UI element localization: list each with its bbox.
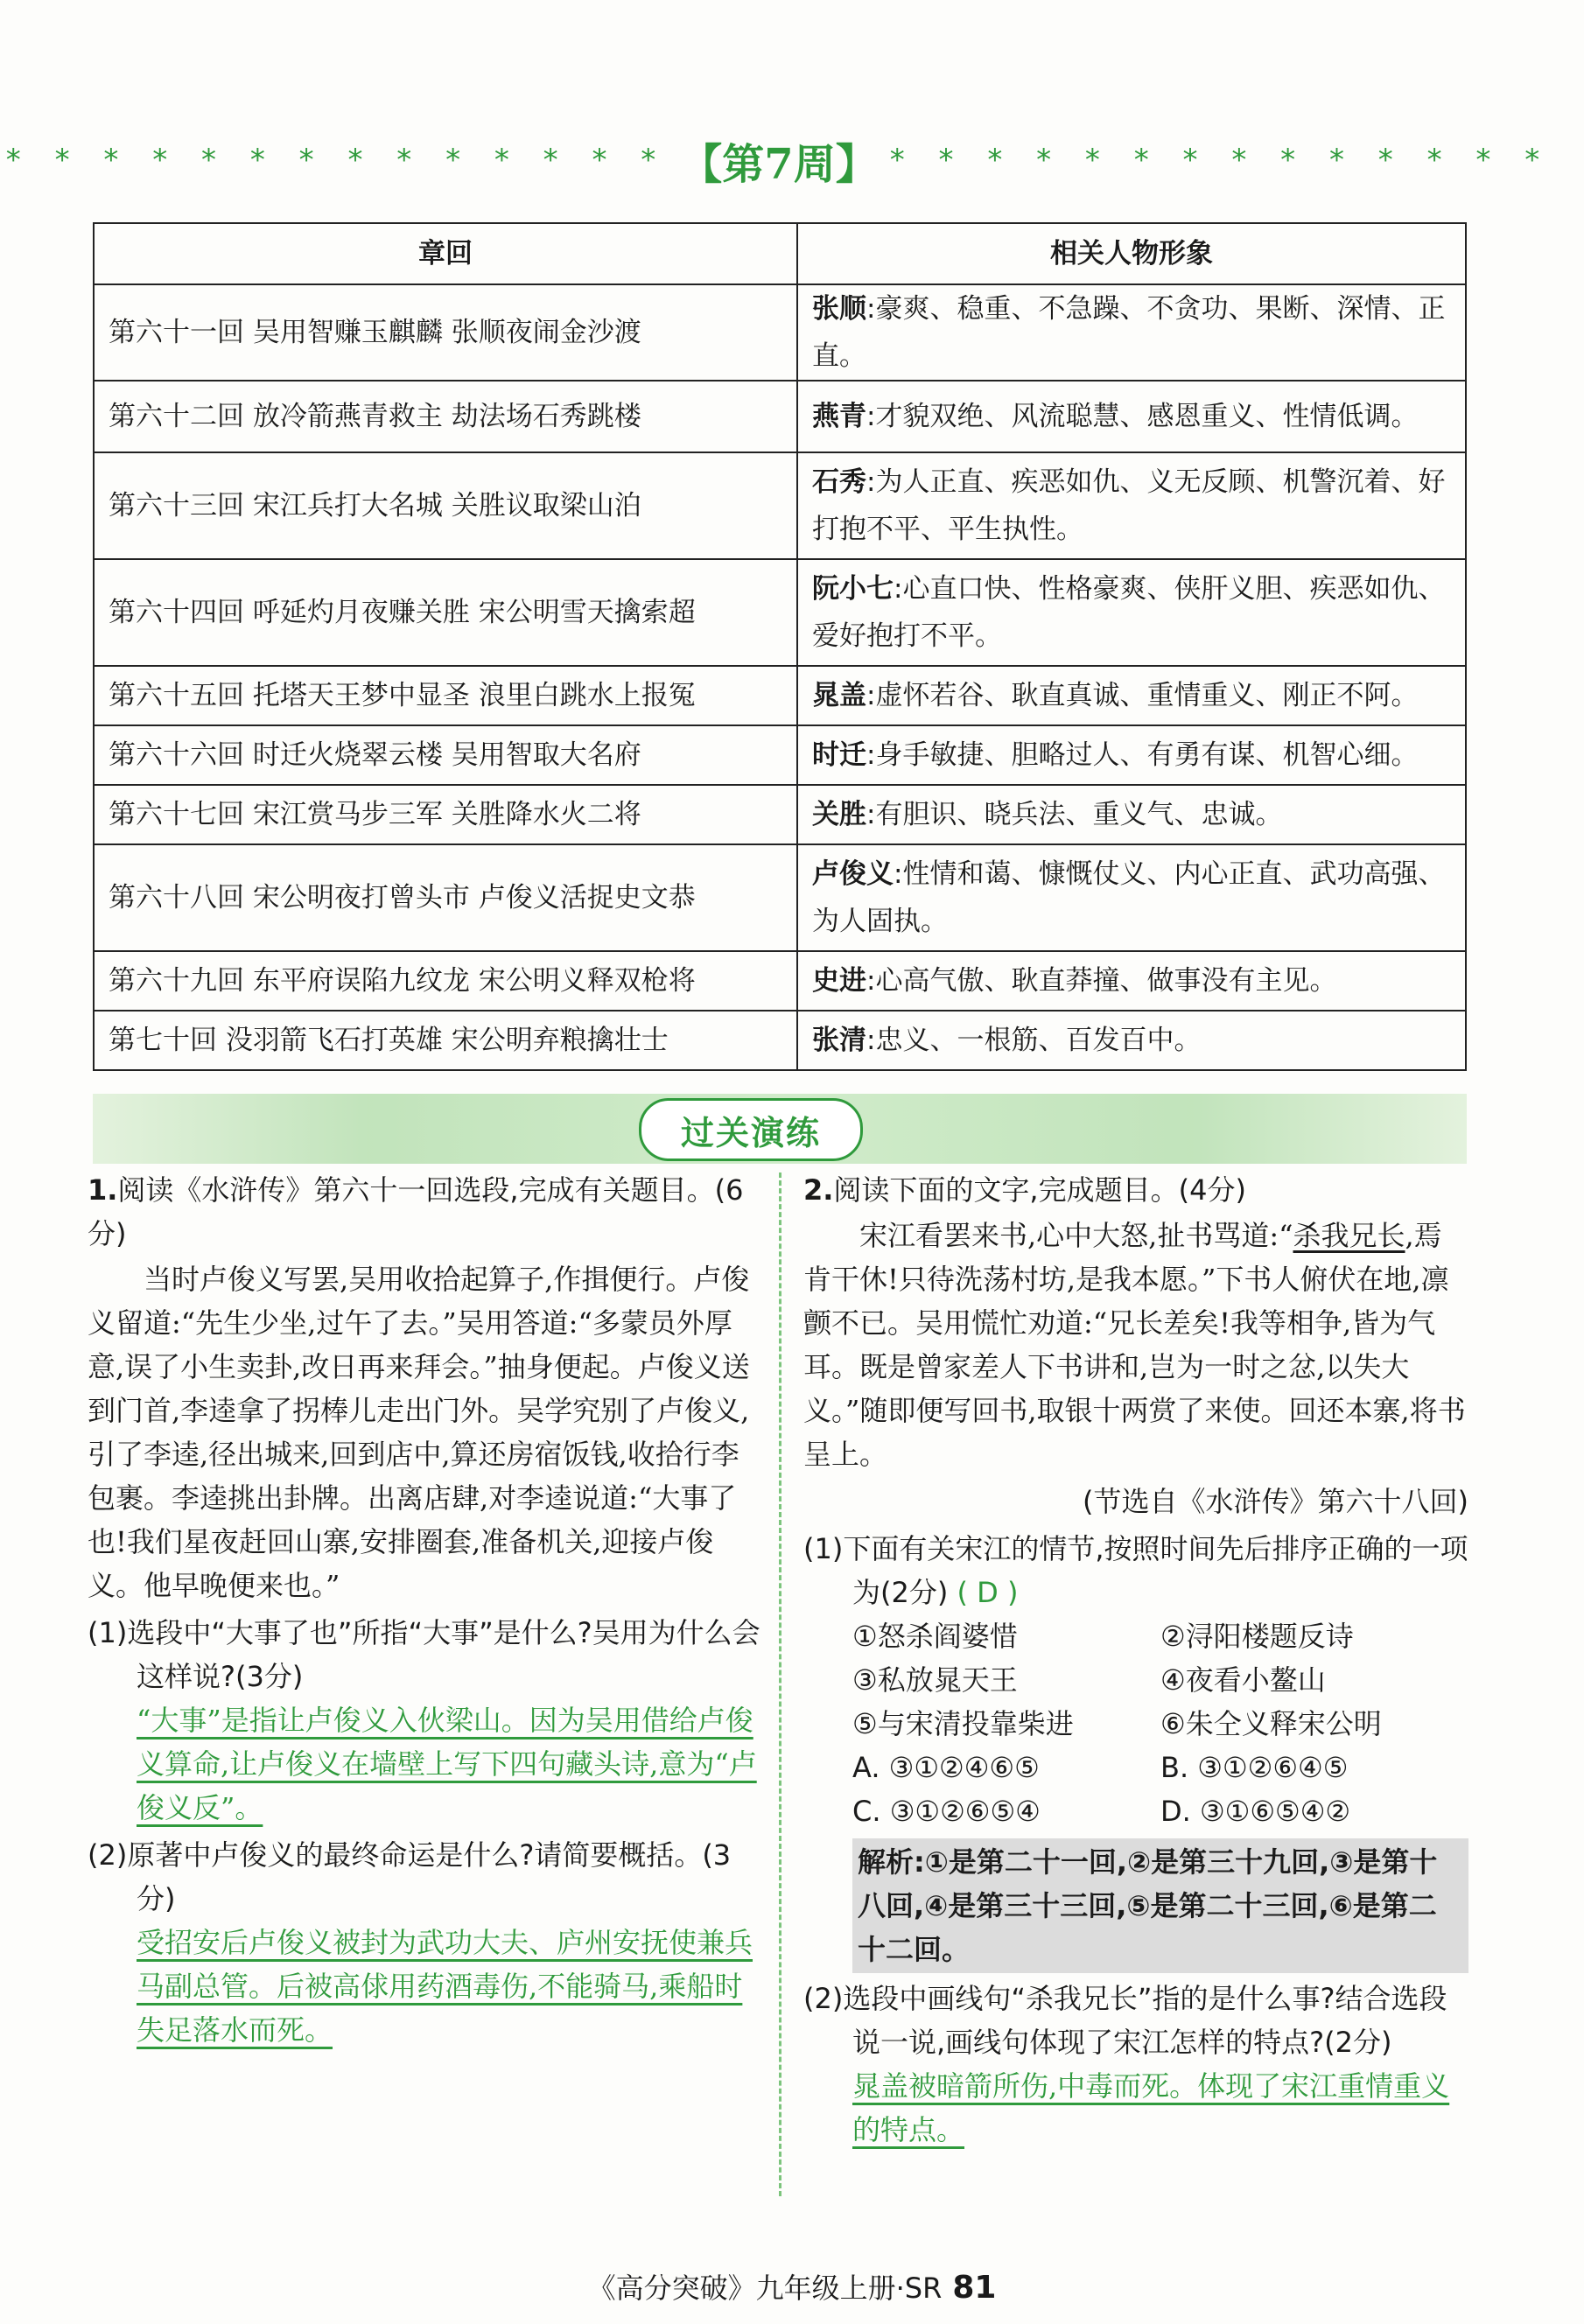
q2-sub2: (2)选段中画线句“杀我兄长”指的是什么事?结合选段说一说,画线句体现了宋江怎样的特点?(2分) — [803, 1982, 1447, 2059]
table-row — [94, 725, 1466, 785]
character-cell — [797, 1011, 1466, 1070]
page-footer — [0, 2266, 1584, 2306]
character-cell — [797, 951, 1466, 1011]
q2-number: 2. — [803, 1173, 834, 1207]
table-row — [94, 785, 1466, 844]
character-name: 石秀 — [812, 466, 866, 498]
book-title: 《高分突破》九年级上册·SR — [587, 2272, 943, 2305]
header-chapter: 章回 — [94, 223, 797, 284]
q1-number: 1. — [88, 1173, 118, 1207]
q1-heading — [88, 1168, 761, 1256]
character-traits: :性情和蔼、慷慨仗义、内心正直、武功高强、为人固执。 — [812, 858, 1446, 937]
character-cell — [797, 844, 1466, 951]
chapter-cell: 第六十二回 放冷箭燕青救主 劫法场石秀跳楼 — [94, 381, 797, 452]
character-cell — [797, 725, 1466, 785]
question-1 — [88, 1168, 761, 2052]
character-cell — [797, 666, 1466, 725]
q2-heading — [803, 1168, 1468, 1212]
q2-item: ⑤与宋清投靠柴进 — [852, 1707, 1074, 1740]
q2-option: A. ③①②④⑥⑤ — [852, 1751, 1040, 1784]
table-row — [94, 452, 1466, 559]
character-name: 燕青 — [812, 401, 866, 432]
character-traits: :心直口快、性格豪爽、侠肝义胆、疾恶如仇、爱好抱打不平。 — [812, 573, 1446, 652]
character-cell — [797, 381, 1466, 452]
q1-sub2: (2)原著中卢俊义的最终命运是什么?请简要概括。(3分) — [88, 1838, 732, 1915]
character-name: 卢俊义 — [812, 858, 894, 890]
week-header — [5, 131, 1552, 189]
character-traits: :才貌双绝、风流聪慧、感恩重义、性情低调。 — [866, 401, 1419, 432]
question-2 — [803, 1168, 1468, 2152]
q2-sub1 — [803, 1527, 1468, 1614]
q1-prompt: 阅读《水浒传》第六十一回选段,完成有关题目。(6分) — [88, 1173, 744, 1250]
q2-option: C. ③①②⑥⑤④ — [852, 1795, 1041, 1828]
character-name: 晁盖 — [812, 680, 866, 711]
character-traits: :豪爽、稳重、不急躁、不贪功、果断、深情、正直。 — [812, 293, 1446, 372]
q2-analysis: 解析:①是第二十一回,②是第三十九回,③是第十八回,④是第三十三回,⑤是第二十三回,⑥是第二十二回。 — [852, 1838, 1468, 1973]
chapter-cell: 第六十四回 呼延灼月夜赚关胜 宋公明雪天擒索超 — [94, 559, 797, 666]
chapter-cell: 第六十六回 时迁火烧翠云楼 吴用智取大名府 — [94, 725, 797, 785]
q2-option: B. ③①②⑥④⑤ — [1160, 1751, 1349, 1784]
table-row — [94, 951, 1466, 1011]
character-traits: :为人正直、疾恶如仇、义无反顾、机警沉着、好打抱不平、平生执性。 — [812, 466, 1446, 545]
exercise-title: 过关演练 — [639, 1098, 863, 1161]
q1-passage: 当时卢俊义写罢,吴用收拾起算子,作揖便行。卢俊义留道:“先生少坐,过午了去。”吴用答道:“多蒙员外厚意,误了小生卖卦,改日再来拜会。”抽身便起。卢俊义送到门首,李逵拿了拐棒儿走出门外。吴学究别了卢俊义,引了李逵,径出城来,回到店中,算还房宿饭钱,收拾行李包裹。李逵挑出卦牌。出离店肆,对李逵说道:“大事了也!我们星夜赶回山寨,安排圈套,准备机关,迎接卢俊义。他早晚便来也。” — [88, 1263, 750, 1602]
character-cell — [797, 452, 1466, 559]
table-row — [94, 284, 1466, 381]
character-traits: :忠义、一根筋、百发百中。 — [866, 1025, 1202, 1056]
chapter-cell: 第六十五回 托塔天王梦中显圣 浪里白跳水上报冤 — [94, 666, 797, 725]
q2-item: ①怒杀阎婆惜 — [852, 1620, 1018, 1653]
table-row — [94, 844, 1466, 951]
character-traits: :虚怀若谷、耿直真诚、重情重义、刚正不阿。 — [866, 680, 1419, 711]
page-number: 81 — [952, 2270, 997, 2306]
chapter-cell: 第七十回 没羽箭飞石打英雄 宋公明弃粮擒壮士 — [94, 1011, 797, 1070]
q2-passage — [803, 1214, 1468, 1476]
q2-items — [803, 1614, 1468, 1833]
character-traits: :身手敏捷、胆略过人、有勇有谋、机智心细。 — [866, 739, 1419, 771]
chapter-cell: 第六十一回 吴用智赚玉麒麟 张顺夜闹金沙渡 — [94, 284, 797, 381]
q2-item: ⑥朱仝义释宋公明 — [1160, 1707, 1382, 1740]
character-name: 张顺 — [812, 293, 866, 325]
table-row — [94, 1011, 1466, 1070]
q2-underlined-sentence: 杀我兄长 — [1293, 1219, 1405, 1252]
week-title: 【第7周】 — [680, 139, 878, 189]
character-name: 关胜 — [812, 799, 866, 830]
table-row — [94, 666, 1466, 725]
table-row — [94, 381, 1466, 452]
decorative-stars-right: * * * * * * * * * * * * * * — [889, 143, 1552, 178]
character-name: 时迁 — [812, 739, 866, 771]
chapter-cell: 第六十九回 东平府误陷九纹龙 宋公明义释双枪将 — [94, 951, 797, 1011]
chapter-cell: 第六十七回 宋江赏马步三军 关胜降水火二将 — [94, 785, 797, 844]
chapter-table — [93, 222, 1467, 1071]
q1-answer1: “大事”是指让卢俊义入伙梁山。因为吴用借给卢俊义算命,让卢俊义在墙壁上写下四句藏头诗,意为“卢俊义反”。 — [137, 1704, 757, 1824]
character-cell — [797, 559, 1466, 666]
header-character: 相关人物形象 — [797, 223, 1466, 284]
q2-answer-choice: ( D ) — [957, 1576, 1019, 1609]
q2-prompt: 阅读下面的文字,完成题目。(4分) — [833, 1173, 1246, 1207]
q2-item: ②浔阳楼题反诗 — [1160, 1620, 1354, 1653]
q1-answer2: 受招安后卢俊义被封为武功大夫、庐州安抚使兼兵马副总管。后被高俅用药酒毒伤,不能骑马,乘船时失足落水而死。 — [137, 1926, 753, 2047]
q2-item: ③私放晁天王 — [852, 1663, 1018, 1697]
q2-option: D. ③①⑥⑤④② — [1160, 1795, 1351, 1828]
character-cell — [797, 284, 1466, 381]
character-name: 张清 — [812, 1025, 866, 1056]
q1-sub1: (1)选段中“大事了也”所指“大事”是什么?吴用为什么会这样说?(3分) — [88, 1616, 760, 1693]
q2-passage-part: 宋江看罢来书,心中大怒,扯书骂道:“ — [859, 1219, 1293, 1252]
character-traits: :有胆识、晓兵法、重义气、忠诚。 — [866, 799, 1283, 830]
column-divider — [779, 1172, 781, 2196]
chapter-cell: 第六十八回 宋公明夜打曾头市 卢俊义活捉史文恭 — [94, 844, 797, 951]
q2-sub1-text: (1)下面有关宋江的情节,按照时间先后排序正确的一项为(2分) — [803, 1532, 1468, 1609]
character-name: 阮小七 — [812, 573, 894, 605]
decorative-stars-left: * * * * * * * * * * * * * * — [5, 143, 669, 178]
q2-passage-part: ,焉肯干休!只待洗荡村坊,是我本愿。”下书人俯伏在地,凛颤不已。吴用慌忙劝道:“兄长差矣!我等相争,皆为气耳。既是曾家差人下书讲和,岂为一时之忿,以失大义。”随即便写回书,取银十两赏了来使。回还本寨,将书呈上。 — [803, 1219, 1466, 1471]
character-traits: :心高气傲、耿直莽撞、做事没有主见。 — [866, 965, 1337, 997]
q2-source: (节选自《水浒传》第六十八回) — [1083, 1485, 1468, 1518]
chapter-cell: 第六十三回 宋江兵打大名城 关胜议取梁山泊 — [94, 452, 797, 559]
table-header-row — [94, 223, 1466, 284]
character-name: 史进 — [812, 965, 866, 997]
q2-answer2: 晁盖被暗箭所伤,中毒而死。体现了宋江重情重义的特点。 — [852, 2069, 1450, 2146]
q2-item: ④夜看小鳌山 — [1160, 1663, 1326, 1697]
character-cell — [797, 785, 1466, 844]
table-row — [94, 559, 1466, 666]
